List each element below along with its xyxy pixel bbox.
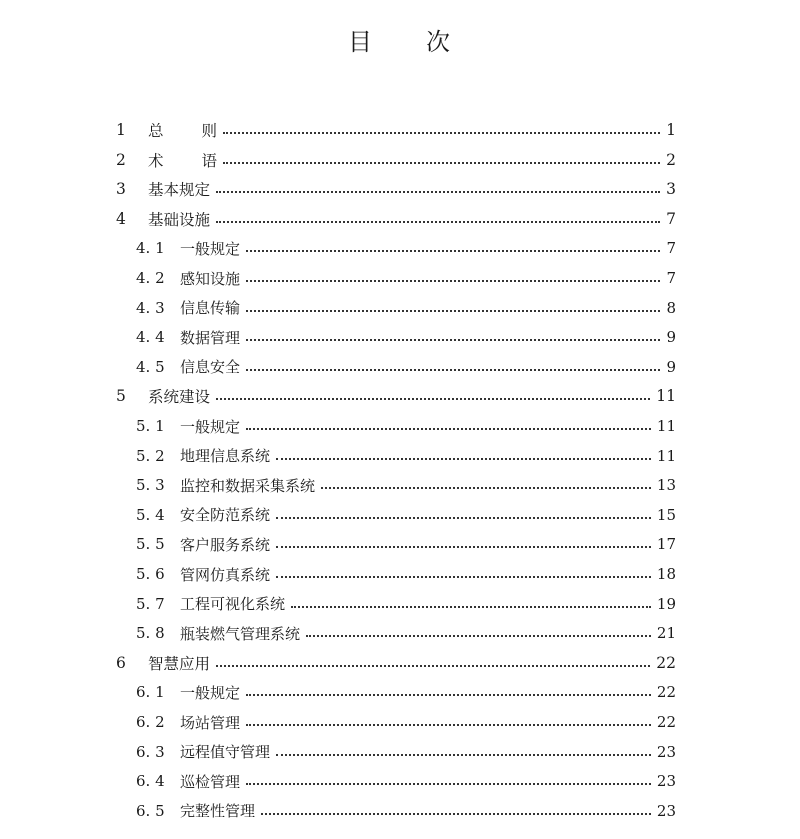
toc-entry[interactable] <box>136 411 676 441</box>
toc-entry-title: 一般规定 <box>180 239 241 258</box>
toc-entry-page-number: 21 <box>656 624 676 643</box>
toc-entry[interactable] <box>116 381 676 411</box>
toc-entry-title: 客户服务系统 <box>180 535 271 554</box>
toc-entry-title: 信息传输 <box>180 299 241 318</box>
toc-dot-leader <box>291 606 651 608</box>
toc-entry-number: 6. 4 <box>136 772 165 791</box>
toc-entry-number: 5. 3 <box>136 476 165 495</box>
toc-dot-leader <box>246 694 651 696</box>
toc-entry-title <box>148 119 217 141</box>
toc-entry-page-number: 13 <box>656 476 676 495</box>
toc-entry-number: 4 <box>116 209 126 228</box>
toc-entry-number: 5. 7 <box>136 594 165 613</box>
toc-dot-leader <box>246 310 660 312</box>
toc-entry[interactable] <box>136 470 676 500</box>
toc-entry[interactable] <box>136 322 676 352</box>
toc-dot-leader <box>223 132 660 134</box>
toc-entry-title: 完整性管理 <box>180 802 256 821</box>
toc-dot-leader <box>223 162 660 164</box>
toc-entry[interactable] <box>136 352 676 382</box>
toc-entry-page-number: 11 <box>656 417 676 435</box>
toc-entry-number: 6. 3 <box>136 742 165 761</box>
toc-entry[interactable] <box>116 204 676 234</box>
toc-entry-title-char: 则 <box>201 122 218 140</box>
toc-entry-number: 3 <box>116 180 126 199</box>
toc-entry-title: 管网仿真系统 <box>180 565 271 584</box>
toc-entry-page-number: 9 <box>666 357 676 376</box>
toc-dot-leader <box>246 339 660 341</box>
toc-dot-leader <box>216 191 660 193</box>
toc-entry-title: 系统建设 <box>148 388 211 407</box>
toc-entry[interactable] <box>136 441 676 471</box>
toc-entry-number: 4. 5 <box>136 357 165 376</box>
toc-entry-title: 数据管理 <box>180 328 241 347</box>
toc-dot-leader <box>246 783 651 785</box>
toc-entry-title: 安全防范系统 <box>180 506 271 525</box>
toc-entry[interactable] <box>136 293 676 323</box>
toc-entry-page-number: 11 <box>656 446 676 465</box>
toc-entry[interactable] <box>136 618 676 648</box>
toc-entry-title: 远程值守管理 <box>180 743 271 762</box>
toc-entry-title-char: 语 <box>201 151 218 170</box>
toc-entry[interactable] <box>116 174 676 204</box>
toc-entry-number: 6 <box>116 653 126 672</box>
toc-entry-page-number: 23 <box>656 772 676 791</box>
toc-entry-page-number: 7 <box>666 209 676 228</box>
toc-entry-number: 4. 4 <box>136 328 165 347</box>
toc-entry-page-number: 9 <box>666 328 676 347</box>
toc-entry[interactable] <box>116 145 676 175</box>
toc-entry-title-char: 术 <box>148 151 164 170</box>
toc-entry-number: 5. 6 <box>136 565 165 583</box>
toc-entry-title: 监控和数据采集系统 <box>180 476 316 495</box>
toc-entry-title: 地理信息系统 <box>180 447 271 466</box>
toc-dot-leader <box>246 250 660 252</box>
toc-entry-page-number: 22 <box>656 683 676 702</box>
toc-dot-leader <box>216 221 660 223</box>
toc-entry-number: 1 <box>116 121 126 139</box>
toc-entry[interactable] <box>136 233 676 263</box>
toc-entry[interactable] <box>136 766 676 796</box>
toc-entry-page-number: 3 <box>666 180 676 199</box>
page-title-char-1: 目 <box>348 28 374 56</box>
toc-entry-number: 5. 2 <box>136 446 165 465</box>
toc-entry[interactable] <box>136 263 676 293</box>
toc-entry-number: 6. 5 <box>136 801 165 820</box>
toc-entry-page-number: 22 <box>656 713 676 731</box>
toc-entry-page-number: 18 <box>656 565 676 583</box>
toc-dot-leader <box>306 635 651 637</box>
toc-entry-number: 5 <box>116 387 126 406</box>
toc-dot-leader <box>216 665 650 667</box>
toc-entry-page-number: 1 <box>666 121 676 139</box>
toc-entry-title: 瓶装燃气管理系统 <box>180 624 301 643</box>
toc-entry-page-number: 11 <box>656 387 676 406</box>
toc-dot-leader <box>246 428 651 430</box>
toc-entry[interactable] <box>136 529 676 559</box>
toc-entry[interactable] <box>136 707 676 737</box>
toc-entry-title-char: 总 <box>148 122 164 140</box>
toc-entry[interactable] <box>136 589 676 619</box>
toc-entry-title: 感知设施 <box>180 269 241 288</box>
toc-entry-title: 一般规定 <box>180 417 241 436</box>
toc-dot-leader <box>246 280 660 282</box>
page-title <box>0 22 800 57</box>
toc-dot-leader <box>321 487 651 489</box>
toc-entry-number: 4. 1 <box>136 239 165 258</box>
toc-dot-leader <box>276 576 651 578</box>
toc-entry-title: 基本规定 <box>148 181 211 200</box>
toc-dot-leader <box>216 398 650 400</box>
toc-entry-title: 信息安全 <box>180 358 241 377</box>
toc-entry-number: 5. 1 <box>136 417 165 435</box>
toc-entry-page-number: 15 <box>656 505 676 524</box>
toc-entry[interactable] <box>136 737 676 767</box>
toc-entry[interactable] <box>136 796 676 826</box>
toc-entry-title: 巡检管理 <box>180 772 241 791</box>
toc-dot-leader <box>276 458 651 460</box>
toc-entry-number: 2 <box>116 150 126 169</box>
toc-entry-page-number: 19 <box>656 594 676 613</box>
toc-entry-title <box>148 149 217 171</box>
toc-entry-title: 工程可视化系统 <box>180 595 286 614</box>
toc-entry-page-number: 2 <box>666 150 676 169</box>
toc-entry-number: 5. 4 <box>136 505 165 524</box>
toc-entry-page-number: 23 <box>656 742 676 761</box>
toc-entry-title: 基础设施 <box>148 210 211 229</box>
toc-entry-number: 5. 8 <box>136 624 165 643</box>
page-title-char-2: 次 <box>426 28 452 56</box>
toc-entry-page-number: 7 <box>666 269 676 287</box>
toc-entry-page-number: 17 <box>656 535 676 554</box>
toc-entry-number: 4. 3 <box>136 298 165 317</box>
toc-dot-leader <box>276 546 651 548</box>
toc-entry[interactable] <box>116 648 676 678</box>
toc-dot-leader <box>276 517 651 519</box>
toc-entry[interactable] <box>116 115 676 145</box>
toc-entry-page-number: 7 <box>666 239 676 258</box>
toc-dot-leader <box>276 754 651 756</box>
toc-entry-page-number: 22 <box>656 653 676 672</box>
toc-entry-number: 6. 2 <box>136 713 165 731</box>
toc-entry-title: 一般规定 <box>180 683 241 702</box>
toc-entry-number: 6. 1 <box>136 683 165 702</box>
toc-entry-page-number: 8 <box>666 298 676 317</box>
toc-entry[interactable] <box>136 500 676 530</box>
toc-entry-number: 4. 2 <box>136 269 165 287</box>
toc-entry-title: 场站管理 <box>180 713 241 732</box>
toc-entry-title: 智慧应用 <box>148 654 211 673</box>
toc-dot-leader <box>246 724 651 726</box>
toc-entry[interactable] <box>136 677 676 707</box>
toc-entry[interactable] <box>136 559 676 589</box>
toc-dot-leader <box>246 369 660 371</box>
toc-entry-page-number: 23 <box>656 801 676 820</box>
toc-entry-number: 5. 5 <box>136 535 165 554</box>
toc-dot-leader <box>261 813 651 815</box>
